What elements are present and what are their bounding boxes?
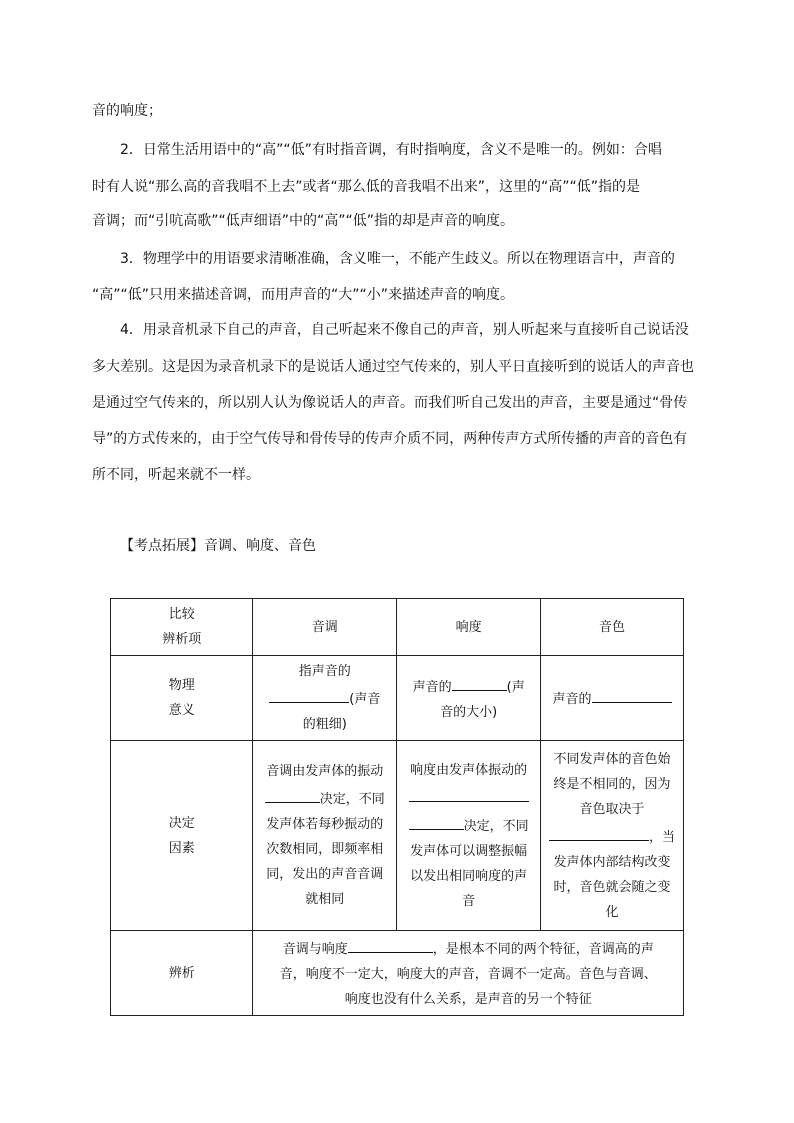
factor-pitch-l1: 音调由发声体的振动 — [266, 764, 384, 779]
analysis-content-cell — [253, 931, 684, 1016]
header-timbre: 音色 — [541, 599, 684, 656]
body-line-7: 4．用录音机录下自己的声音，自己听起来不像自己的声音，别人听起来与直接听自己说话没 — [120, 322, 689, 338]
header-pitch: 音调 — [253, 599, 397, 656]
factor-pitch-cell — [253, 741, 397, 931]
factor-timbre-cell — [541, 741, 684, 931]
factor-loud-l1: 响度由发声体振动的 — [410, 762, 528, 778]
header-loudness: 响度 — [397, 599, 541, 656]
factor-loud-l6: 音 — [462, 893, 476, 909]
meaning-timbre-pre: 声音的 — [552, 692, 592, 707]
meaning-pitch-line3: 的粗细) — [302, 717, 347, 732]
analysis-l1 — [258, 934, 678, 962]
fill-blank — [269, 684, 349, 703]
meaning-pitch-line1: 指声音的 — [298, 664, 351, 679]
factor-loud-l4: 发声体可以调整振幅 — [410, 843, 528, 859]
comparison-table — [110, 598, 684, 1016]
analysis-l2: 音，响度不一定大，响度大的声音，音调不一定高。音色与音调、 — [279, 967, 657, 982]
meaning-pitch-post: (声音 — [349, 692, 381, 707]
body-line-3: 时有人说“那么高的音我唱不上去”或者“那么低的音我唱不出来”，这里的“高”“低”指的是 — [92, 179, 641, 195]
fill-blank — [265, 784, 320, 803]
factor-timbre-l4 — [546, 822, 678, 850]
meaning-label-cell — [111, 656, 253, 741]
fill-blank — [549, 822, 649, 841]
analysis-label-cell: 辨析 — [111, 931, 253, 1016]
meaning-loud-line2: 音的大小) — [440, 704, 498, 720]
factor-label-cell — [111, 741, 253, 931]
table-row-meaning — [111, 656, 684, 741]
body-line-6: “高”“低”只用来描述音调，而用声音的“大”“小”来描述声音的响度。 — [92, 287, 515, 303]
table-header-row — [111, 599, 684, 656]
corner-label-line1: 比较 — [168, 607, 195, 622]
body-line-11: 所不同，听起来就不一样。 — [92, 467, 260, 483]
fill-blank — [348, 934, 433, 953]
body-line-1: 音的响度； — [92, 103, 162, 119]
factor-label-line2: 因素 — [168, 840, 195, 856]
fill-blank — [409, 783, 529, 802]
factor-pitch-l4: 次数相同，即频率相 — [266, 842, 384, 857]
section-heading: 【考点拓展】音调、响度、音色 — [120, 538, 316, 554]
corner-label-line2: 辨析项 — [162, 632, 202, 647]
factor-loud-l2 — [402, 783, 535, 811]
analysis-l1-pre: 音调与响度 — [282, 942, 348, 957]
factor-loudness-cell — [397, 741, 541, 931]
body-line-4: 音调；而“引吭高歌”“低声细语”中的“高”“低”指的却是声音的响度。 — [92, 213, 515, 229]
factor-timbre-l1: 不同发声体的音色始 — [553, 751, 671, 767]
factor-label-line1: 决定 — [168, 815, 195, 831]
meaning-loudness-cell — [397, 656, 541, 741]
factor-pitch-l3: 发声体若每秒振动的 — [266, 817, 384, 832]
body-line-9: 是通过空气传来的，所以别人认为像说话人的声音。而我们听自己发出的声音，主要是通过“骨传 — [92, 395, 688, 411]
fill-blank — [592, 684, 672, 703]
factor-timbre-l7: 化 — [605, 904, 619, 920]
factor-pitch-l5: 同，发出的声音音调 — [266, 867, 384, 882]
factor-loud-l5: 以发出相同响度的声 — [410, 868, 528, 884]
analysis-l3: 响度也没有什么关系，是声音的另一个特征 — [344, 992, 592, 1007]
factor-timbre-l5: 发声体内部结构改变 — [553, 854, 671, 870]
factor-loud-l3 — [402, 811, 535, 839]
fill-blank — [452, 672, 507, 691]
factor-timbre-l6: 时，音色就会随之变 — [553, 879, 671, 895]
body-line-10: 导”的方式传来的，由于空气传导和骨传导的传声介质不同，两种传声方式所传播的声音的音色有 — [92, 431, 688, 447]
meaning-loud-line1 — [402, 672, 535, 700]
meaning-loud-post: (声 — [506, 679, 525, 695]
factor-loud-l3-text: 决定，不同 — [463, 818, 529, 834]
meaning-label-line2: 意义 — [168, 703, 195, 718]
body-line-5: 3．物理学中的用语要求清晰准确，含义唯一，不能产生歧义。所以在物理语言中，声音的 — [120, 251, 675, 267]
factor-timbre-l3: 音色取决于 — [579, 801, 645, 817]
factor-pitch-l2-text: 决定，不同 — [319, 792, 385, 807]
fill-blank — [409, 811, 464, 830]
factor-pitch-l2 — [258, 784, 391, 812]
header-corner-cell — [111, 599, 253, 656]
meaning-pitch-line2 — [258, 684, 391, 712]
factor-timbre-l2: 终是不相同的，因为 — [553, 776, 671, 792]
table-row-analysis — [111, 931, 684, 1016]
meaning-pitch-cell — [253, 656, 397, 741]
body-line-2: 2．日常生活用语中的“高”“低”有时指音调，有时指响度，含义不是唯一的。例如：合唱 — [120, 142, 662, 158]
factor-pitch-l6: 就相同 — [305, 892, 345, 907]
meaning-loud-pre: 声音的 — [412, 679, 452, 695]
body-line-8: 多大差别。这是因为录音机录下的是说话人通过空气传来的，别人平日直接听到的说话人的声音也 — [92, 359, 694, 375]
meaning-timbre-cell — [541, 656, 684, 741]
analysis-l1-post: ，是根本不同的两个特征，音调高的声 — [432, 942, 654, 957]
table-row-factor — [111, 741, 684, 931]
meaning-label-line1: 物理 — [168, 678, 195, 693]
factor-timbre-l4-text: ，当 — [649, 829, 676, 845]
